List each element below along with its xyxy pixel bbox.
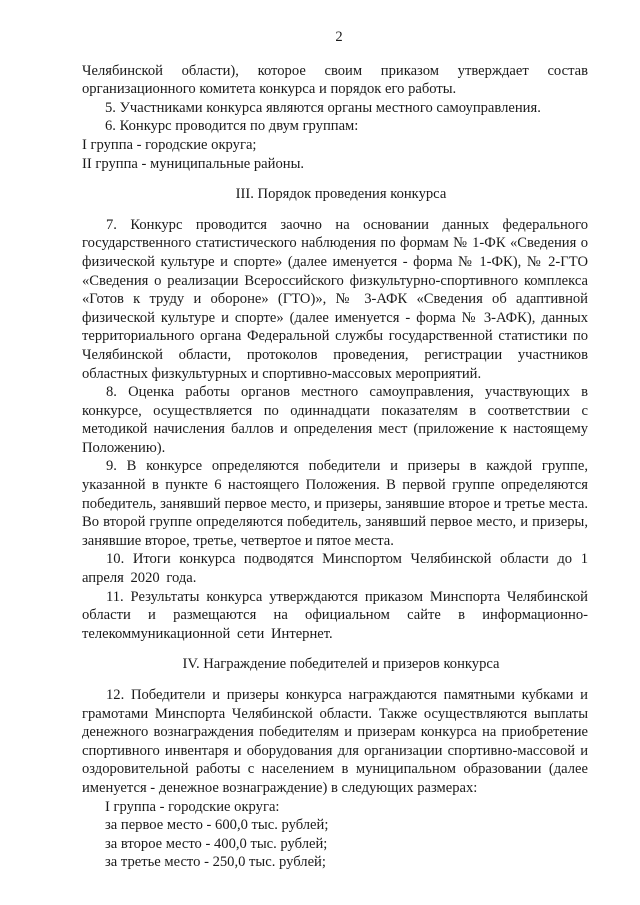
award-third-place: за третье место - 250,0 тыс. рублей; bbox=[105, 854, 326, 871]
item-5: 5. Участниками конкурса являются органы местного самоуправления. bbox=[105, 99, 541, 116]
award-first-place: за первое место - 600,0 тыс. рублей; bbox=[105, 817, 329, 834]
paragraph-10: 10. Итоги конкурса подводятся Минспортом Челябинской области до 1 апреля 2020 года. bbox=[82, 551, 588, 587]
group-1-label: I группа - городские округа; bbox=[82, 136, 257, 153]
intro-line-1: Челябинской области), которое своим приказом утверждает состав bbox=[82, 62, 588, 79]
paragraph-8: 8. Оценка работы органов местного самоуправления, участвующих в конкурсе, осуществляется по одиннадцати показателям в соответствии с методикой начисления баллов и определения мест (приложение к настоящему Положению). bbox=[82, 384, 588, 456]
paragraph-7: 7. Конкурс проводится заочно на основании данных федерального государственного статистического наблюдения по формам № 1-ФК «Сведения о физической культуре и спорте» (далее именуется - форма № 1-ФК), № 2-ГТО «Сведения о реализации Всероссийского физкультурно-спортивного комплекса «Готов к труду и обороне» (ГТО)», № 3-АФК «Сведения об адаптивной физической культуре и спорте» (далее именуется - форма № 3-АФК), данных территориального органа Федеральной службы государственной статистики по Челябинской области, протоколов проведения, регистрации участников областных физкультурных и спортивно-массовых мероприятий. bbox=[82, 216, 588, 382]
page-number: 2 bbox=[335, 29, 343, 45]
paragraph-11: 11. Результаты конкурса утверждаются приказом Минспорта Челябинской области и размещаются на официальном сайте в информационно-телекоммуникационной сети Интернет. bbox=[82, 588, 588, 642]
section-4-title: IV. Награждение победителей и призеров конкурса bbox=[182, 656, 500, 673]
award-second-place: за второе место - 400,0 тыс. рублей; bbox=[105, 835, 328, 852]
section-3-title: III. Порядок проведения конкурса bbox=[235, 186, 447, 203]
award-group-1-label: I группа - городские округа: bbox=[105, 798, 280, 815]
paragraph-9: 9. В конкурсе определяются победители и призеры в каждой группе, указанной в пункте 6 настоящего Положения. В первой группе определяются победитель, занявший первое место, и призеры, занявшие второе и третье места. Во второй группе определяются победитель, занявший первое место, и призеры, занявшие второе, третье, четвертое и пятое места. bbox=[82, 458, 588, 549]
paragraph-12: 12. Победители и призеры конкурса награждаются памятными кубками и грамотами Минспорта Челябинской области. Также осуществляются выплаты денежного вознаграждения победителям и призерам конкурса на приобретение спортивного инвентаря и оборудования для организации спортивно-массовой и оздоровительной работы с населением в муниципальном образовании (далее именуется - денежное вознаграждение) в следующих размерах: bbox=[82, 687, 588, 796]
item-6: 6. Конкурс проводится по двум группам: bbox=[105, 118, 359, 135]
group-2-label: II группа - муниципальные районы. bbox=[82, 155, 305, 172]
intro-line-2: организационного комитета конкурса и порядок его работы. bbox=[82, 81, 457, 98]
